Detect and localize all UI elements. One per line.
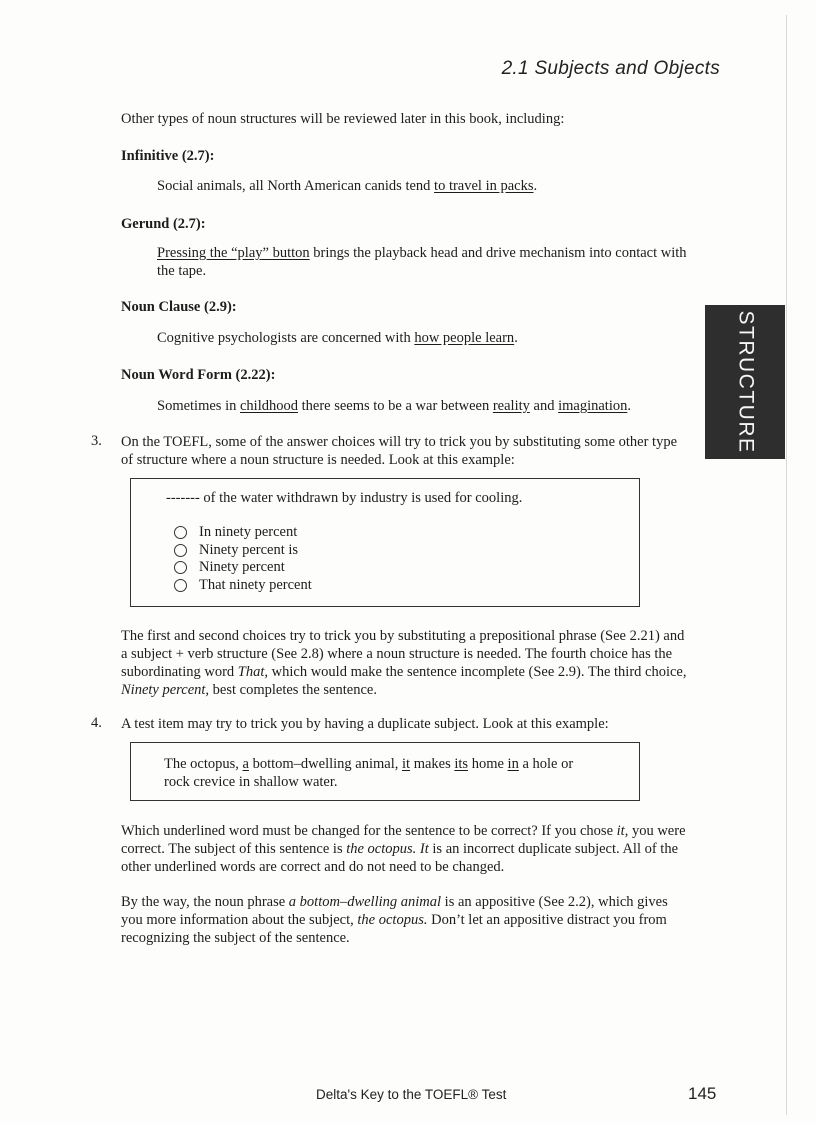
explanation-line4: Ninety percent, best completes the sentence. <box>121 682 377 698</box>
para1-line3: other underlined words are correct and do not need to be changed. <box>121 859 505 875</box>
section-header: 2.1 Subjects and Objects <box>501 58 720 79</box>
answer-option-c[interactable]: Ninety percent <box>193 559 312 577</box>
para2-line2: you more information about the subject, the octopus. Don’t let an appositive distract you from <box>121 912 667 928</box>
heading-noun-word-form: Noun Word Form (2.22): <box>121 367 276 383</box>
explanation-line1: The first and second choices try to trick you by substituting a prepositional phrase (See 2.21) and <box>121 628 685 644</box>
para2-line1: By the way, the noun phrase a bottom–dwelling animal is an appositive (See 2.2), which gives <box>121 894 668 910</box>
structure-side-tab <box>705 305 785 459</box>
duplicate-subject-example-box <box>130 742 640 801</box>
radio-circle-icon[interactable] <box>174 544 187 557</box>
heading-noun-clause: Noun Clause (2.9): <box>121 299 237 315</box>
example-noun-clause: Cognitive psychologists are concerned with how people learn. <box>157 330 518 346</box>
explanation-line2: a subject + verb structure (See 2.8) where a noun structure is needed. The fourth choice has the <box>121 646 673 662</box>
example-gerund-line2: the tape. <box>157 263 207 279</box>
page-edge-line <box>786 15 787 1115</box>
octopus-line2: rock crevice in shallow water. <box>164 774 338 790</box>
example-noun-word-form: Sometimes in childhood there seems to be a war between reality and imagination. <box>157 398 631 414</box>
item-3-line1: On the TOEFL, some of the answer choices will try to trick you by substituting some other type <box>121 434 678 450</box>
radio-circle-icon[interactable] <box>174 526 187 539</box>
item-4-text: A test item may try to trick you by having a duplicate subject. Look at this example: <box>121 716 609 732</box>
page-number: 145 <box>688 1084 717 1103</box>
side-tab-label: STRUCTURE <box>734 310 757 454</box>
answer-option-a[interactable]: In ninety percent <box>193 524 312 542</box>
para2-line3: recognizing the subject of the sentence. <box>121 930 350 946</box>
item-3-line2: of structure where a noun structure is needed. Look at this example: <box>121 452 515 468</box>
question-example-box <box>130 478 640 607</box>
item-4-number: 4. <box>91 715 102 731</box>
question-stem: ------- of the water withdrawn by industry is used for cooling. <box>166 490 523 506</box>
octopus-line1: The octopus, a bottom–dwelling animal, it makes its home in a hole or <box>164 756 574 772</box>
explanation-line3: subordinating word That, which would make the sentence incomplete (See 2.9). The third choice, <box>121 664 687 680</box>
para1-line2: correct. The subject of this sentence is the octopus. It is an incorrect duplicate subject. All of the <box>121 841 679 857</box>
example-gerund: Pressing the “play” button brings the playback head and drive mechanism into contact with <box>157 245 687 261</box>
radio-circle-icon[interactable] <box>174 579 187 592</box>
example-infinitive: Social animals, all North American canids tend to travel in packs. <box>157 178 538 194</box>
radio-circle-icon[interactable] <box>174 561 187 574</box>
para1-line1: Which underlined word must be changed for the sentence to be correct? If you chose it, you were <box>121 823 686 839</box>
heading-infinitive: Infinitive (2.7): <box>121 148 215 164</box>
heading-gerund: Gerund (2.7): <box>121 216 206 232</box>
intro-text: Other types of noun structures will be reviewed later in this book, including: <box>121 111 565 127</box>
answer-option-b[interactable]: Ninety percent is <box>193 542 312 560</box>
answer-option-d[interactable]: That ninety percent <box>193 577 312 595</box>
footer-book-title: Delta's Key to the TOEFL® Test <box>316 1087 507 1102</box>
item-3-number: 3. <box>91 433 102 449</box>
answer-options <box>193 524 312 594</box>
